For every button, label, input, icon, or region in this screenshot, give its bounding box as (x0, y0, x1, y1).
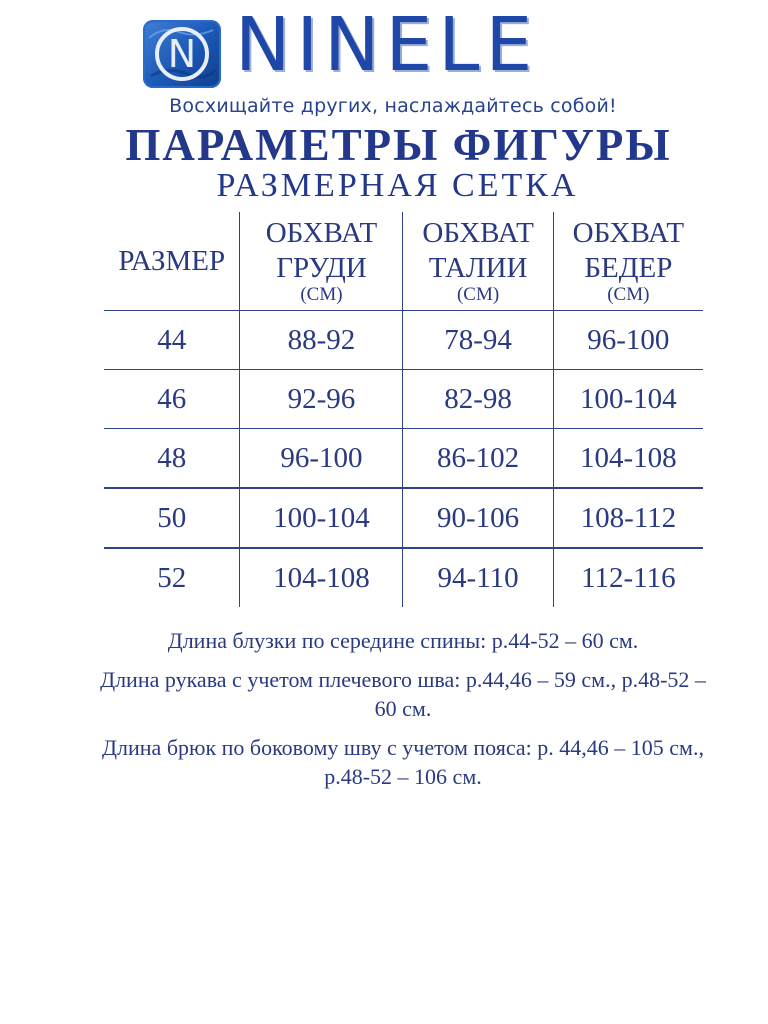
size-cell: 44 (104, 311, 240, 370)
table-header-row (104, 212, 703, 311)
hips-cell: 100-104 (553, 370, 703, 429)
table-row (104, 488, 703, 548)
table-row (104, 311, 703, 370)
header-size (104, 212, 240, 311)
chest-cell: 88-92 (240, 311, 403, 370)
header-unit: (СМ) (456, 284, 500, 306)
chest-cell: 96-100 (240, 429, 403, 489)
hips-cell: 112-116 (553, 548, 703, 607)
size-cell: 52 (104, 548, 240, 607)
table-row (104, 429, 703, 489)
header-label: ОБХВАТ БЕДЕР (572, 216, 685, 284)
header-label: ОБХВАТ ТАЛИИ (422, 216, 534, 284)
note-trousers-length: Длина брюк по боковому шву с учетом пояса: р. 44,46 – 105 см., р.48-52 – 106 см. (102, 735, 704, 789)
header-label: РАЗМЕР (118, 244, 226, 277)
svg-text:N: N (167, 32, 197, 76)
size-cell: 50 (104, 488, 240, 548)
header-hips (553, 212, 703, 311)
waist-cell: 94-110 (403, 548, 553, 607)
header-waist (403, 212, 553, 311)
size-cell: 46 (104, 370, 240, 429)
chest-cell: 104-108 (240, 548, 403, 607)
waist-cell: 82-98 (403, 370, 553, 429)
size-cell: 48 (104, 429, 240, 489)
size-table (104, 212, 703, 607)
n-monogram-icon (143, 20, 221, 88)
chest-cell: 92-96 (240, 370, 403, 429)
hips-cell: 104-108 (553, 429, 703, 489)
page-title: ПАРАМЕТРЫ ФИГУРЫ (125, 120, 672, 170)
hips-cell: 108-112 (553, 488, 703, 548)
brand-slogan: Восхищайте других, наслаждайтесь собой! (169, 95, 617, 117)
page-subtitle: РАЗМЕРНАЯ СЕТКА (216, 167, 579, 204)
hips-cell: 96-100 (553, 311, 703, 370)
note-blouse-length: Длина блузки по середине спины: р.44-52 – 60 см. (167, 628, 639, 653)
header-label: ОБХВАТ ГРУДИ (265, 216, 378, 284)
brand-logo (143, 2, 643, 98)
waist-cell: 78-94 (403, 311, 553, 370)
note-sleeve-length: Длина рукава с учетом плечевого шва: р.44,46 – 59 см., р.48-52 – 60 см. (100, 667, 706, 721)
chest-cell: 100-104 (240, 488, 403, 548)
measurement-notes (100, 626, 706, 801)
brand-name: NINELE (235, 2, 539, 88)
table-row (104, 548, 703, 607)
table-row (104, 370, 703, 429)
header-unit: (СМ) (607, 284, 650, 306)
waist-cell: 86-102 (403, 429, 553, 489)
header-chest (240, 212, 403, 311)
waist-cell: 90-106 (403, 488, 553, 548)
header-unit: (СМ) (300, 284, 343, 306)
